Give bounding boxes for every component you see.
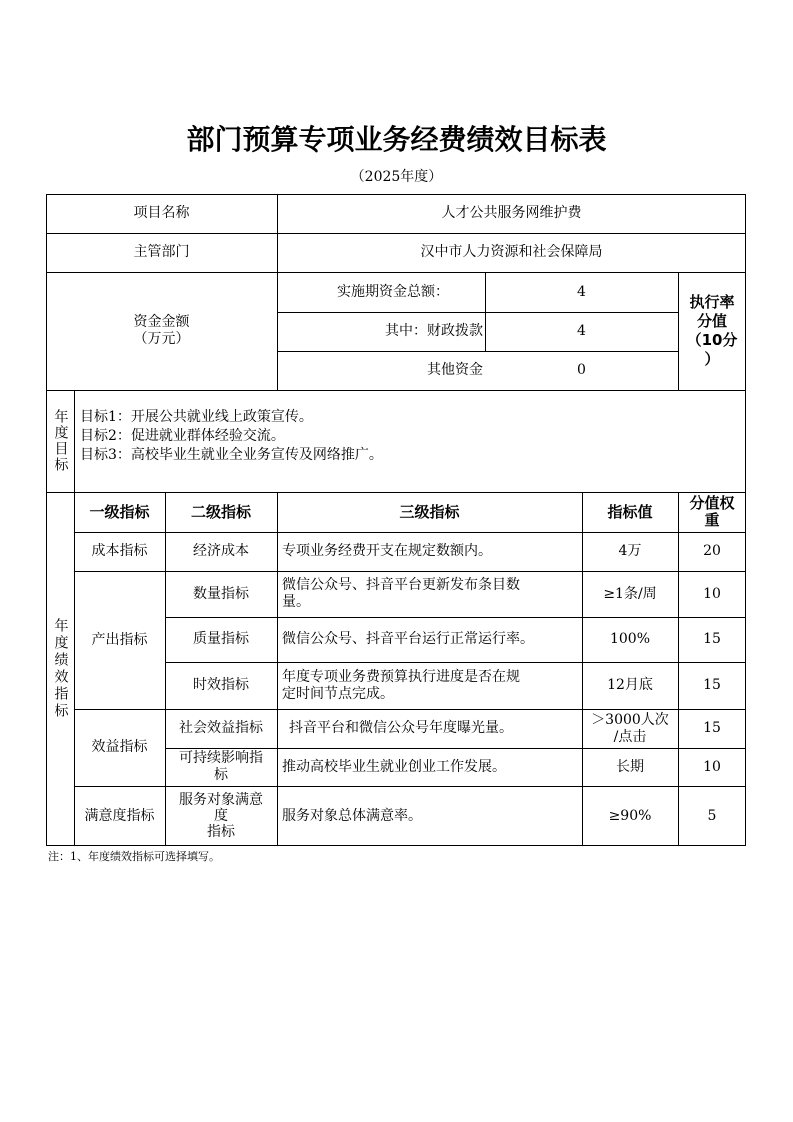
annual-goal-label: 年度目标: [52, 409, 69, 473]
value-cell: ≥1条/周: [603, 585, 657, 602]
level3-cell: [277, 662, 582, 709]
level3-cell: 微信公众号、抖音平台运行正常运行率。: [282, 631, 534, 647]
level3-cell: 抖音平台和微信公众号年度曝光量。: [289, 720, 513, 736]
weight-cell: 5: [707, 807, 717, 824]
level2-line: 可持续影响指: [179, 750, 263, 766]
other-funds-label: 其他资金: [427, 362, 483, 378]
level2-line: 指标: [207, 824, 235, 840]
page-title: 部门预算专项业务经费绩效目标表: [186, 123, 607, 156]
project-name-value: 人才公共服务网维护费: [441, 205, 582, 221]
level3-line: 年度专项业务费预算执行进度是否在规: [282, 668, 520, 685]
weight-cell: 15: [703, 720, 721, 736]
group-output: 产出指标: [91, 631, 148, 648]
header-weight-line1: 分值权: [689, 494, 735, 512]
annual-goal-list: [80, 408, 383, 465]
project-name-label: 项目名称: [133, 205, 190, 221]
weight-cell: 15: [703, 631, 721, 647]
value-cell: 4万: [618, 543, 642, 559]
level2-cell: 经济成本: [193, 543, 249, 559]
value-cell: 12月底: [607, 677, 653, 693]
level2-line: 度: [214, 808, 228, 824]
goal-item: 目标2：促进就业群体经验交流。: [80, 428, 285, 444]
value-cell: 长期: [616, 758, 644, 775]
weight-cell: 10: [703, 758, 721, 775]
fiscal-year: （2025年度）: [350, 169, 443, 185]
funds-label: [46, 272, 277, 390]
level3-cell: 专项业务经费开支在规定数额内。: [282, 543, 492, 559]
department-value: 汉中市人力资源和社会保障局: [420, 244, 603, 260]
total-funds-label: 实施期资金总额：: [337, 283, 449, 300]
value-cell: [582, 709, 678, 748]
footnote: 注：1、年度绩效指标可选择填写。: [48, 850, 220, 863]
funds-label-line1: 资金金额: [133, 314, 190, 330]
goal-item: 目标1：开展公共就业线上政策宣传。: [80, 409, 313, 425]
row-divider: [46, 390, 746, 391]
level2-cell: 数量指标: [193, 585, 249, 602]
level2-cell: [165, 748, 277, 786]
level2-line: 服务对象满意: [179, 792, 263, 808]
header-level2: 二级指标: [190, 502, 251, 521]
weight-cell: 10: [703, 585, 721, 602]
other-funds-value: 0: [577, 362, 586, 378]
execution-rate-line2: 分值: [696, 312, 727, 330]
group-satisfaction: 满意度指标: [84, 807, 155, 824]
header-weight: [678, 492, 746, 532]
header-value: 指标值: [607, 502, 653, 521]
value-line: /点击: [613, 728, 647, 745]
group-cost: 成本指标: [91, 543, 148, 559]
level2-cell: 质量指标: [193, 631, 249, 647]
level3-line: 定时间节点完成。: [282, 685, 394, 702]
fiscal-funds-label: 其中：财政拨款: [385, 323, 483, 339]
level3-line: 量。: [282, 594, 310, 610]
value-line: ＞3000人次: [591, 711, 669, 728]
level2-line: 标: [214, 767, 228, 783]
value-cell: 100%: [609, 631, 651, 647]
level3-cell: 服务对象总体满意率。: [282, 807, 422, 824]
level2-cell: [165, 786, 277, 846]
funds-label-line2: （万元）: [133, 331, 190, 347]
level3-cell: [277, 571, 582, 617]
department-label: 主管部门: [133, 244, 190, 260]
header-weight-line2: 重: [704, 511, 720, 529]
level3-line: 微信公众号、抖音平台更新发布条目数: [282, 577, 520, 593]
execution-rate-line1: 执行率: [689, 293, 735, 311]
execution-rate-line3: （10分: [686, 331, 738, 349]
level3-cell: 推动高校毕业生就业创业工作发展。: [282, 758, 506, 775]
execution-rate-score: [678, 272, 746, 390]
execution-rate-line4: ）: [704, 350, 720, 368]
performance-indicators-label: 年度绩效指标: [52, 618, 69, 720]
group-benefit: 效益指标: [91, 739, 148, 755]
fiscal-funds-value: 4: [577, 323, 586, 339]
level2-cell: 时效指标: [193, 677, 249, 693]
header-level3: 三级指标: [399, 502, 460, 521]
goal-item: 目标3：高校毕业生就业全业务宣传及网络推广。: [80, 447, 383, 463]
weight-cell: 20: [703, 543, 721, 559]
header-level1: 一级指标: [89, 502, 150, 521]
level2-cell: 社会效益指标: [179, 720, 263, 736]
weight-cell: 15: [703, 677, 721, 693]
total-funds-value: 4: [577, 283, 586, 300]
value-cell: ≥90%: [608, 807, 652, 824]
